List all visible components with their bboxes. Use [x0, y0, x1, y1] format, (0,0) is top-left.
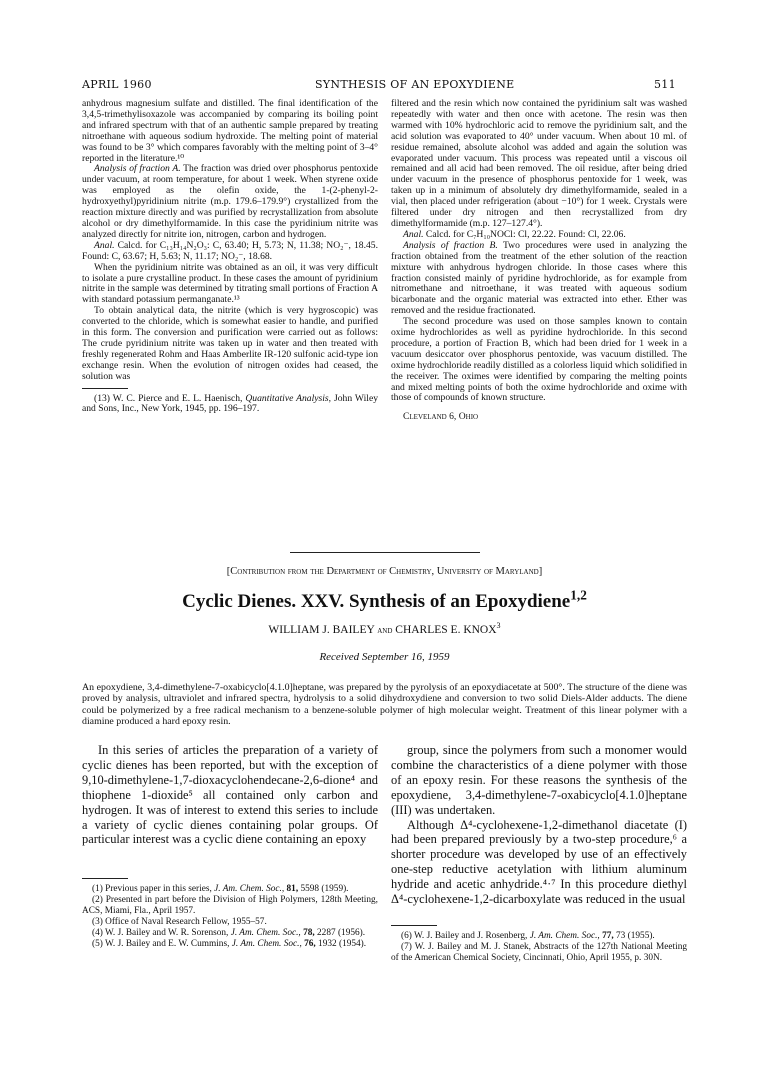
run-in-heading: Anal.: [94, 239, 115, 251]
footnote: (2) Presented in part before the Division of High Polymers, 128th Meeting, ACS, Miami, Fla., April 1957.: [82, 894, 378, 916]
paragraph: Although Δ⁴-cyclohexene-1,2-dimethanol diacetate (I) had been prepared previously by a two-step procedure,⁶ a shorter procedure was developed by use of an effectively one-step reductive acetylation with lithium aluminum hydride and acetic anhydride.⁴·⁷ In this procedure diethyl Δ⁴-cyclohexene-1,2-dicarboxylate was reduced in the usual: [391, 817, 687, 907]
page-number: 511: [654, 78, 676, 91]
footnote: (5) W. J. Bailey and E. W. Cummins, J. Am. Chem. Soc., 76, 1932 (1954).: [92, 938, 367, 949]
article-title: Cyclic Dienes. XXV. Synthesis of an Epoxydiene$^{1,2}$: [182, 587, 587, 612]
paragraph: filtered and the resin which now contained the pyridinium salt was washed repeatedly with water and then once with acetone. The resin was then warmed with 10% hydrochloric acid to remove the pyridinium salt, and the acid solution was evaporated to 40° under vacuum. When about 10 ml. of residue remained, absolute alcohol was added and again the solution was evaporated under vacuum. This process was repeated until a viscous oil remained and all acid had been removed. The oil residue, after being dried under vacuum in the presence of phosphorus pentoxide for 1 week, was taken up in a minimum of absolutely dry dimethylformamide, sealed in a vial, then placed under refrigeration (about −10°) for 1 week. Crystals were filtered under dry nitrogen and then recrystallized from dry dimethylformamide (m.p. 127–127.4°).: [391, 98, 687, 229]
footnote: (3) Office of Naval Research Fellow, 1955–57.: [92, 916, 267, 927]
received-date: Received September 16, 1959: [319, 651, 450, 663]
top-left-column: [82, 99, 378, 415]
paragraph: In this series of articles the preparation of a variety of cyclic dienes has been reported, but with the exception of 9,10-dimethylene-1,7-dioxacyclohendecane-2,6-dione⁴ and thiophene 1-dioxide⁵ all contained only carbon and hydrogen. It was of interest to extend this series to include a variety of cyclic dienes containing polar groups. Of particular interest was a cyclic diene containing an epoxy: [82, 743, 378, 847]
body-left-column: [82, 743, 378, 847]
paragraph: anhydrous magnesium sulfate and distilled. The final identification of the 3,4,5-trimethylisoxazole was accompanied by comparing its boiling point and infrared spectrum with that of an authentic sample prepared by treating nitroethane with aqueous sodium hydroxide. The melting point of material was found to be 3° which compares favorably with the melting point of 3–4° reported in the literature.¹⁰: [82, 98, 378, 164]
paragraph: The second procedure was used on those samples known to contain oxime hydrochlorides as well as pyridine hydrochloride. In this second procedure, a portion of Fraction B, which had been dried for 1 week in a vacuum desiccator over phosphorus pentoxide, was vacuum distilled. The oxime hydrochloride readily distilled as a colorless liquid which solidified in the receiver. The oximes were identified by comparing the melting points and mixed melting points of both the oxime hydrochloride and oxime with those of compounds of known structure.: [391, 316, 687, 404]
run-in-heading: Anal.: [403, 228, 424, 240]
run-in-heading: Analysis of fraction B.: [403, 239, 498, 251]
location: Cleveland 6, Ohio: [403, 411, 479, 423]
paragraph: group, since the polymers from such a monomer would combine the characteristics of a diene polymer with those of an epoxy resin. For these reasons the synthesis of the epoxydiene, 3,4-dimethylene-7-oxabicyclo[4.1.0]heptane (III) was undertaken.: [391, 743, 687, 817]
footnote: (1) Previous paper in this series, J. Am. Chem. Soc., 81, 5598 (1959).: [92, 884, 349, 894]
footnote-rule: [391, 925, 437, 926]
authors: WILLIAM J. BAILEY and CHARLES E. KNOX$^3$: [268, 621, 501, 636]
paragraph: Analysis of fraction B. Two procedures were used in analyzing the fraction obtained from the treatment of the ether solution of the reaction mixture with anhydrous hydrogen chloride. In those cases where this fraction consisted mainly of pyridine hydrochloride, as for example from nitromethane and nitroethane, it was treated with aqueous sodium bicarbonate and the organic material was extracted into ether. Ether was removed and the residue fractionated.: [391, 239, 687, 317]
author: WILLIAM J. BAILEY: [268, 624, 375, 636]
author: CHARLES E. KNOX: [395, 624, 497, 636]
footnote-rule: [82, 878, 128, 879]
paragraph: When the pyridinium nitrite was obtained as an oil, it was very difficult to isolate a pure crystalline product. In these cases the amount of pyridinium nitrite in the sample was determined by titrating small portions of Fraction A with standard potassium permanganate.¹³: [82, 261, 378, 306]
footnote-rule: [82, 388, 128, 389]
footnote: (13) W. C. Pierce and E. L. Haenisch, Quantitative Analysis, John Wiley and Sons, Inc., New York, 1945, pp. 196–197.: [82, 392, 378, 415]
paragraph: Anal. Calcd. for C₇H₁₀NOCl: Cl, 22.22. Found: Cl, 22.06.: [403, 228, 626, 240]
footnotes-left: [82, 878, 378, 949]
running-title: SYNTHESIS OF AN EPOXYDIENE: [315, 78, 515, 91]
abstract: An epoxydiene, 3,4-dimethylene-7-oxabicyclo[4.1.0]heptane, was prepared by the pyrolysis of an epoxydiacetate at 500°. The structure of the diene was proved by analysis, ultraviolet and infrared spectra, hydrolysis to a solid dihydroxydiene and conversion to two solid Diels-Alder adducts. The diene could be polymerized by a free radical mechanism to a benzene-soluble polymer of high molecular weight. Treatment of this linear polymer with a diamine produced a hard epoxy resin.: [82, 682, 687, 728]
footnote: (7) W. J. Bailey and M. J. Stanek, Abstracts of the 127th National Meeting of the American Chemical Society, Cincinnati, Ohio, April 1955, p. 30N.: [391, 941, 687, 963]
footnotes-right: [391, 925, 687, 964]
footnote: (4) W. J. Bailey and W. R. Sorenson, J. Am. Chem. Soc., 78, 2287 (1956).: [92, 927, 366, 938]
paragraph: Analysis of fraction A. The fraction was dried over phosphorus pentoxide under vacuum, at room temperature, for about 1 week. When styrene oxide was employed as the olefin oxide, the 1-(2-phenyl-2-hydroxyethyl)pyridinium nitrite (m.p. 179.6–179.9°) crystallized from the reaction mixture directly and was purified by recrystallization from absolute alcohol or dry dimethylformamide. In this case the pyridinium nitrite was analyzed directly for nitrite ion, nitrogen, carbon and hydrogen.: [82, 163, 378, 240]
paragraph: To obtain analytical data, the nitrite (which is very hygroscopic) was converted to the chloride, which is somewhat easier to handle, and purified in this form. The conversion and purification were carried out as follows: The crude pyridinium nitrite was taken up in water and then treated with freshly regenerated Rohm and Haas Amberlite IR-120 sulfonic acid-type ion exchange resin. When the evolution of nitrogen oxides had ceased, the solution was: [82, 305, 378, 382]
contribution-line: [Contribution from the Department of Chemistry, University of Maryland]: [226, 566, 543, 577]
header-date: APRIL 1960: [82, 78, 152, 91]
footnote: (6) W. J. Bailey and J. Rosenberg, J. Am. Chem. Soc., 77, 73 (1955).: [401, 931, 655, 941]
body-right-column: [391, 743, 687, 907]
section-divider: [290, 552, 480, 553]
paragraph: Anal. Calcd. for C₁₃H₁₄N₂O₃: C, 63.40; H, 5.73; N, 11.38; NO₂⁻, 18.45. Found: C, 63.67; H, 5.63; N, 11.17; NO₂⁻, 18.68.: [82, 239, 378, 262]
run-in-heading: Analysis of fraction A.: [94, 163, 181, 175]
top-right-column: [391, 99, 687, 423]
